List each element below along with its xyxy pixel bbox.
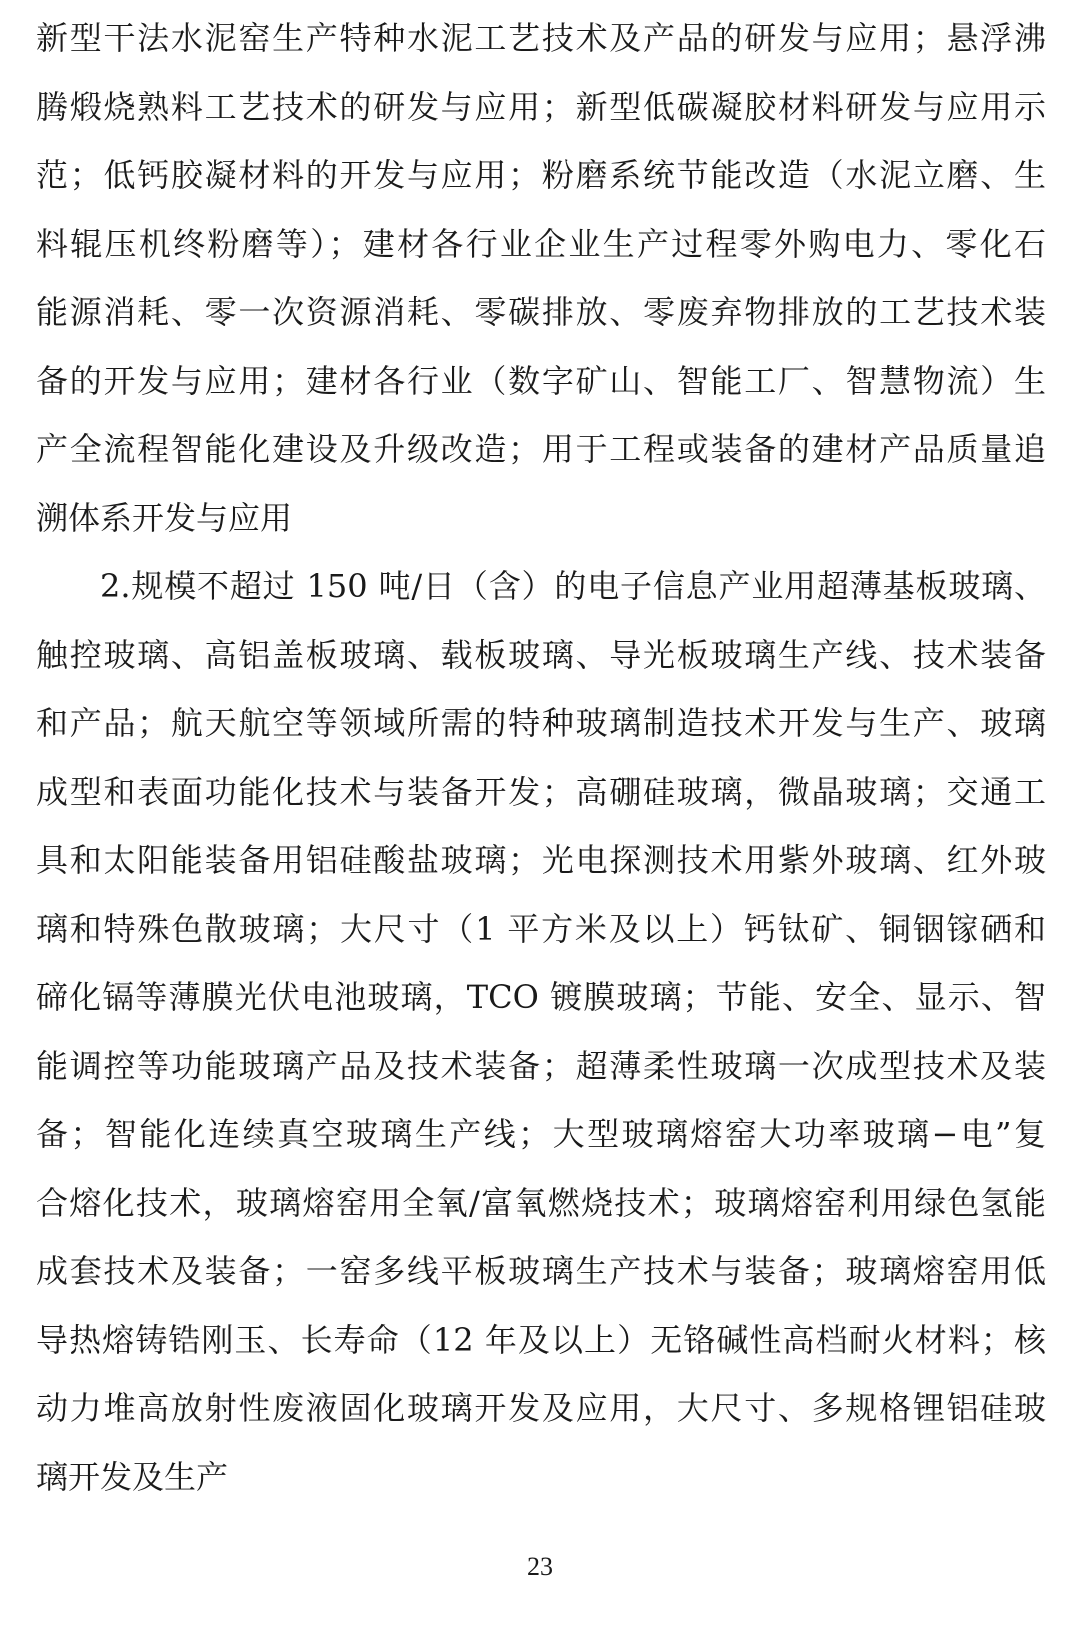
text-line: 具和太阳能装备用铝硅酸盐玻璃；光电探测技术用紫外玻璃、红外玻: [36, 841, 1046, 879]
text-line: 备；智能化连续真空玻璃生产线；大型玻璃熔窑大功率玻璃−电”复: [36, 1115, 1046, 1153]
text-line: 能源消耗、零一次资源消耗、零碳排放、零废弃物排放的工艺技术装: [36, 293, 1046, 331]
text-line: 新型干法水泥窑生产特种水泥工艺技术及产品的研发与应用；悬浮沸: [36, 19, 1046, 57]
text-line: 腾煅烧熟料工艺技术的研发与应用；新型低碳凝胶材料研发与应用示: [36, 87, 1046, 126]
text-line: 能调控等功能玻璃产品及技术装备；超薄柔性玻璃一次成型技术及装: [36, 1046, 1046, 1085]
page-number: 23: [527, 1552, 553, 1581]
text-line: 产全流程智能化建设及升级改造；用于工程或装备的建材产品质量追: [36, 430, 1046, 468]
text-line: 2.规模不超过 150 吨/日（含）的电子信息产业用超薄基板玻璃、: [100, 567, 1046, 605]
text-line: 触控玻璃、高铝盖板玻璃、载板玻璃、导光板玻璃生产线、技术装备: [36, 635, 1046, 674]
text-line: 动力堆高放射性废液固化玻璃开发及应用，大尺寸、多规格锂铝硅玻: [36, 1389, 1046, 1427]
text-line: 成型和表面功能化技术与装备开发；高硼硅玻璃，微晶玻璃；交通工: [36, 772, 1046, 811]
text-line: 和产品；航天航空等领域所需的特种玻璃制造技术开发与生产、玻璃: [36, 704, 1046, 742]
text-line: 导热熔铸锆刚玉、长寿命（12 年及以上）无铬碱性高档耐火材料；核: [36, 1320, 1046, 1359]
text-line: 范；低钙胶凝材料的开发与应用；粉磨系统节能改造（水泥立磨、生: [36, 156, 1046, 194]
text-line: 璃和特殊色散玻璃；大尺寸（1 平方米及以上）钙钛矿、铜铟镓硒和: [36, 909, 1046, 948]
document-body: [36, 4, 1046, 1511]
text-line: 溯体系开发与应用: [36, 498, 293, 537]
text-line: 备的开发与应用；建材各行业（数字矿山、智能工厂、智慧物流）生: [36, 361, 1046, 400]
paragraph-glass-technologies: [36, 552, 1046, 1511]
text-line: 碲化镉等薄膜光伏电池玻璃，TCO 镀膜玻璃；节能、安全、显示、智: [36, 978, 1046, 1016]
text-line: 璃开发及生产: [36, 1457, 229, 1496]
text-line: 合熔化技术，玻璃熔窑用全氧/富氧燃烧技术；玻璃熔窑利用绿色氢能: [36, 1183, 1046, 1222]
paragraph-cement-technologies: [36, 4, 1046, 552]
text-line: 成套技术及装备；一窑多线平板玻璃生产技术与装备；玻璃熔窑用低: [36, 1252, 1046, 1290]
text-line: 料辊压机终粉磨等）；建材各行业企业生产过程零外购电力、零化石: [36, 224, 1046, 263]
